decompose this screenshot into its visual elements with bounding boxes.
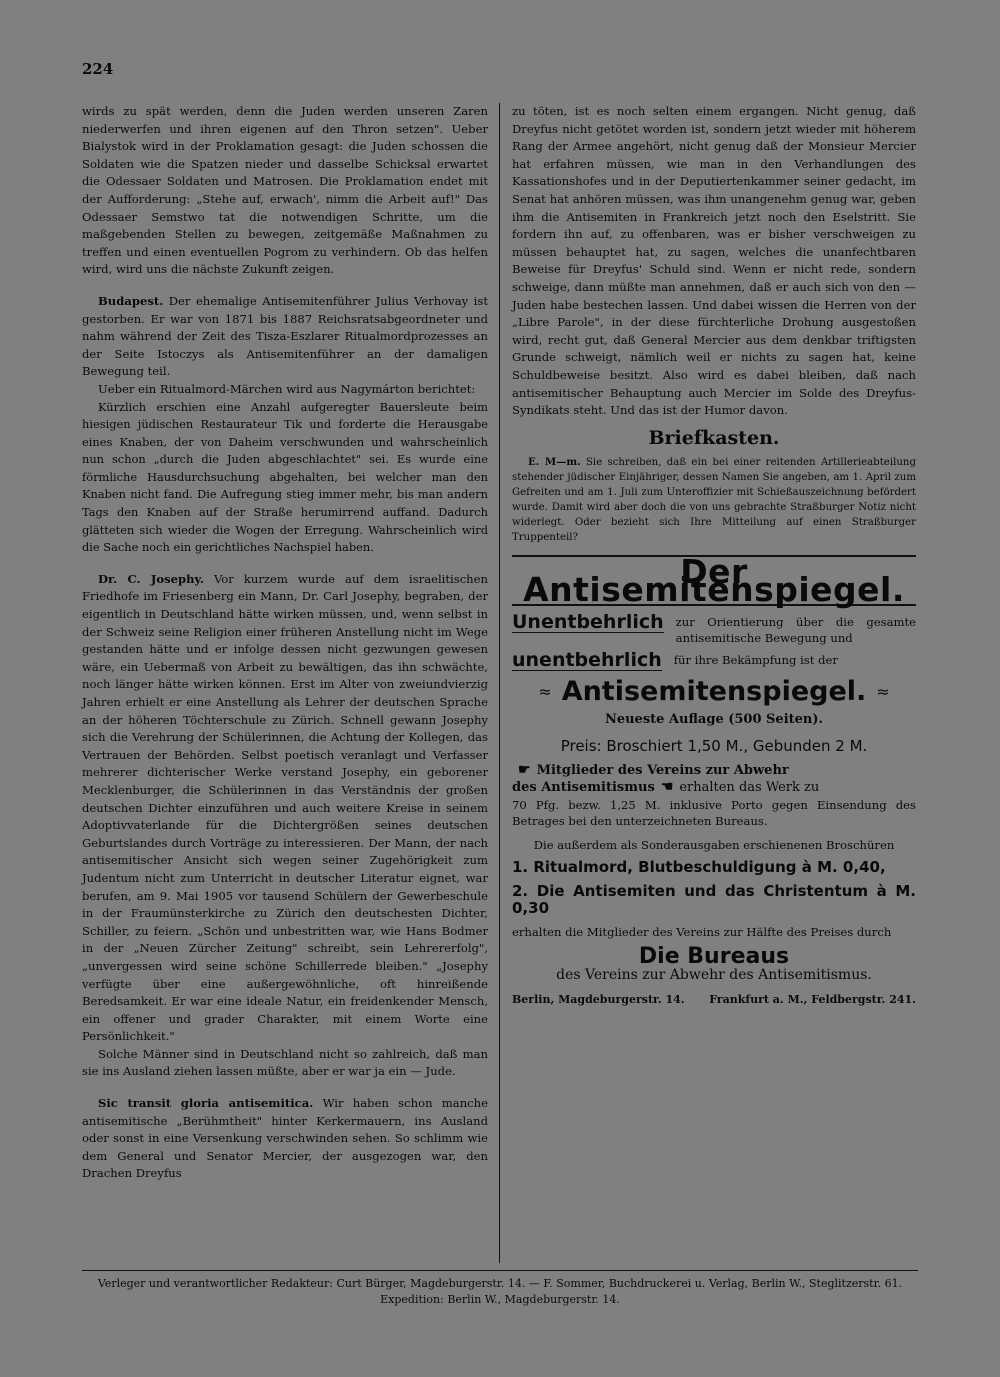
brochure-item: 1. Ritualmord, Blutbeschuldigung à M. 0,40, <box>512 858 886 877</box>
page-number: 224 <box>82 60 114 78</box>
ad-book-name-row <box>512 676 916 708</box>
quoted-report: Kürzlich erschien eine Anzahl aufgeregter Bauersleute beim hiesigen jüdischen Restaurateur Tik und forderte die Herausgabe eines Knaben, der von Daheim verschwunden und wahrscheinlich nun schon „durch die Juden abgeschlachtet" sei. Es wurde eine förmliche Hausdurchsuchung abgehalten, bei welcher man den Knaben nicht fand. Die Aufregung stieg immer mehr, bis man andern Tags den Knaben auf der Straße herumirrend auffand. Dadurch glätteten sich wieder die Wogen der Erregung. Wahrscheinlich wird die Sache noch ein gerichtliches Nachspiel haben. <box>82 399 488 555</box>
ad-book-name: Antisemitenspiegel. <box>561 676 867 708</box>
ad-slogan: Unentbehrlich <box>512 611 664 634</box>
ad-edition: Neueste Auflage (500 Seiten). <box>604 711 824 727</box>
ad-slogan: unentbehrlich <box>512 649 662 672</box>
bureaus-title: Die Bureaus <box>638 943 790 969</box>
advertisement <box>512 552 916 1008</box>
imprint-line: Expedition: Berlin W., Magdeburgerstr. 14. <box>380 1293 620 1306</box>
footer-divider <box>82 1270 918 1271</box>
ornament-left-icon: ≈ <box>538 682 552 702</box>
bureaus-addresses <box>512 991 916 1009</box>
ad-row <box>512 611 916 646</box>
address-berlin: Berlin, Magdeburgerstr. 14. <box>512 993 685 1006</box>
article-heading: Budapest. <box>98 293 164 308</box>
article-heading: Dr. C. Josephy. <box>98 571 204 586</box>
briefkasten-text: Sie schreiben, daß ein bei einer reitenden Artillerieabteilung stehender jüdischer Einjähriger, dessen Namen Sie angeben, am 1. April zum Gefreiten und am 1. Juli zum Unteroffizier mit Schießauszeichnung befördert wurde. Damit wird aber doch die von uns gebrachte Straßburger Notiz nicht widerlegt. Oder bezieht sich Ihre Mitteilung auf einen Straßburger Truppenteil? <box>512 457 916 544</box>
members-text: des Antisemitismus <box>512 780 655 796</box>
brochure-note: erhalten die Mitglieder des Vereins zur Hälfte des Preises durch <box>512 924 892 939</box>
column-divider <box>499 103 500 1263</box>
article-heading: Sic transit gloria antisemitica. <box>98 1096 314 1111</box>
members-text: erhalten das Werk zu <box>679 780 820 796</box>
ad-brochures-intro: Die außerdem als Sonderausgaben erschienenen Broschüren <box>533 838 895 853</box>
bureaus-subtitle: des Vereins zur Abwehr des Antisemitismus. <box>556 967 872 984</box>
left-column <box>82 103 488 1183</box>
article-budapest <box>82 293 488 381</box>
article-text: Der ehemalige Antisemitenführer Julius Verhovay ist gestorben. Er war von 1871 bis 1887 Reichsratsabgeordneter und nahm während der Zeit des Tisza-Eszlarer Ritualmordprozesses an der Seite Istoczys als Antisemitenführer an der damaligen Bewegung teil. <box>82 293 489 379</box>
briefkasten-entry <box>512 455 916 545</box>
ad-price: Preis: Broschiert 1,50 M., Gebunden 2 M. <box>560 737 868 756</box>
article-sic-transit <box>82 1095 488 1183</box>
right-column <box>512 103 916 1009</box>
pointing-hand-icon: ☛ <box>518 761 531 778</box>
ad-row <box>512 649 916 672</box>
ad-members-offer <box>512 762 916 829</box>
article-paragraph: Ueber ein Ritualmord-Märchen wird aus Nagymárton berichtet: <box>98 381 476 396</box>
imprint-footer <box>82 1276 918 1308</box>
imprint-line: Verleger und verantwortlicher Redakteur: Curt Bürger, Magdeburgerstr. 14. — F. Sommer, Buchdruckerei u. Verlag, Berlin W., Steglitzerstr. 61. <box>97 1277 903 1290</box>
article-continuation: zu töten, ist es noch selten einem ergangen. Nicht genug, daß Dreyfus nicht getötet worden ist, sondern jetzt wieder mit höherem Rang der Armee angehört, nicht genug daß der Monsieur Mercier hat erfahren müssen, wie man in den Verhandlungen des Kassationshofes und in der Deputiertenkammer seiner gedacht, im Senat hat anhören müssen, was ihm unangenehm genug war, geben ihm die Antisemiten in Frankreich jetzt noch den Eselstritt. Sie fordern ihn auf, zu offenbaren, was er bisher verschweigen zu müssen behauptet hat, zu sagen, welches die unanfechtbaren Beweise für Dreyfus' Schuld sind. Wenn er nicht rede, sondern schweige, dann müßte man annehmen, daß er auch sich von den — Juden habe bestechen lassen. Und dabei wissen die Herren von der „Libre Parole", in der diese fürchterliche Drohung ausgestoßen wird, recht gut, daß General Mercier aus dem denkbar triftigsten Grunde schweigt, nämlich weil er nichts zu sagen hat, keine Schuldbeweise besitzt. Also wird es dabei bleiben, daß nach antisemitischer Behauptung auch Mercier im Solde des Dreyfus-Syndikats steht. Und das ist der Humor davon. <box>512 104 916 418</box>
address-frankfurt: Frankfurt a. M., Feldbergstr. 241. <box>709 993 916 1006</box>
ad-slogan-text: für ihre Bekämpfung ist der <box>673 653 838 668</box>
ornament-right-icon: ≈ <box>876 682 890 702</box>
ad-slogan-text: zur Orientierung über die gesamte antisemitische Bewegung und <box>675 615 916 646</box>
members-text: Mitglieder des Vereins zur Abwehr <box>536 762 789 778</box>
members-line <box>512 762 916 780</box>
article-text: Vor kurzem wurde auf dem israelitischen Friedhofe im Friesenberg ein Mann, Dr. Carl Josephy, begraben, der eigentlich in Deutschland hätte wirken müssen, und, wenn selbst in der Schweiz seine Religion einer früheren Anstellung nicht im Wege gestanden hätte und er infolge dessen nicht gezwungen gewesen wäre, ein Uebermaß von Arbeit zu bewältigen, das ihn schwächte, noch länger hätte wirken können. Erst im Alter von zweiundvierzig Jahren erhielt er eine Anstellung als Lehrer der deutschen Sprache an der höheren Töchterschule zu Zürich. Schnell gewann Josephy sich die Verehrung der Schülerinnen, die Achtung der Kollegen, das Vertrauen der Behörden. Selbst poetisch veranlagt und Verfasser mehrerer dichterischer Werke verstand Josephy, ein geborener Mecklenburger, die Schülerinnen in das Verständnis der großen deutschen Dichter einzuführen und auch weitere Kreise in seinem Adoptivvaterlande für die Dichtergrößen seines deutschen Geburtslandes durch Vorträge zu interessieren. Der Mann, der nach antisemitischer Ansicht sich wegen seiner Zugehörigkeit zum Judentum nicht zum Unterricht in deutscher Literatur eignet, war berufen, am 9. Mai 1905 vor tausend Schülern der Gewerbeschule in der Fraumünsterkirche zu Zürich den deutschesten Dichter, Schiller, zu feiern. „Schön und unbestritten war, wie Hans Bodmer in der „Neuen Zürcher Zeitung" schreibt, sein Lehrererfolg", „unvergessen wird seine schöne Schillerrede bleiben." „Josephy verfügte über eine außergewöhnliche, oft hinreißende Beredsamkeit. Er war eine ideale Natur, ein freidenkender Mensch, ein offener und grader Charakter, mit einem Worte eine Persönlichkeit." <box>82 571 488 1044</box>
briefkasten-recipient: E. M—m. <box>528 456 581 469</box>
members-line <box>512 779 916 797</box>
article-continuation: wirds zu spät werden, denn die Juden werden unseren Zaren niederwerfen und ihren eigenen auf den Thron setzen". Ueber Bialystok wird in der Proklamation gesagt: die Juden schossen die Soldaten wie die Spatzen nieder und dasselbe Schicksal erwartet die Odessaer Soldaten und Matrosen. Die Proklamation endet mit der Aufforderung: „Stehe auf, erwach', nimm die Arbeit auf!" Das Odessaer Semstwo tat die notwendigen Schritte, um die maßgebenden Stellen zu bewegen, zeitgemäße Maßnahmen zu treffen und einen eventuellen Pogrom zu verhindern. Ob das helfen wird, wird uns die nächste Zukunft zeigen. <box>82 104 488 277</box>
brochure-item: 2. Die Antisemiten und das Christentum à M. 0,30 <box>512 881 916 918</box>
pointing-hand-icon: ☚ <box>660 779 674 796</box>
briefkasten-title: Briefkasten. <box>648 426 780 449</box>
article-paragraph: Solche Männer sind in Deutschland nicht so zahlreich, daß man sie ins Ausland ziehen lassen müßte, aber er war ja ein — Jude. <box>82 1046 488 1079</box>
article-josephy <box>82 571 488 1046</box>
article-text: Wir haben schon manche antisemitische „Berühmtheit" hinter Kerkermauern, ins Ausland oder sonst in eine Versenkung verschwinden sehen. So schlimm wie dem General und Senator Mercier, der ausgezogen war, den Drachen Dreyfus <box>82 1096 488 1181</box>
ad-title: Der Antisemitenspiegel. <box>512 563 916 606</box>
members-text: 70 Pfg. bezw. 1,25 M. inklusive Porto gegen Einsendung des Betrages bei den unterzeichneten Bureaus. <box>512 798 916 829</box>
